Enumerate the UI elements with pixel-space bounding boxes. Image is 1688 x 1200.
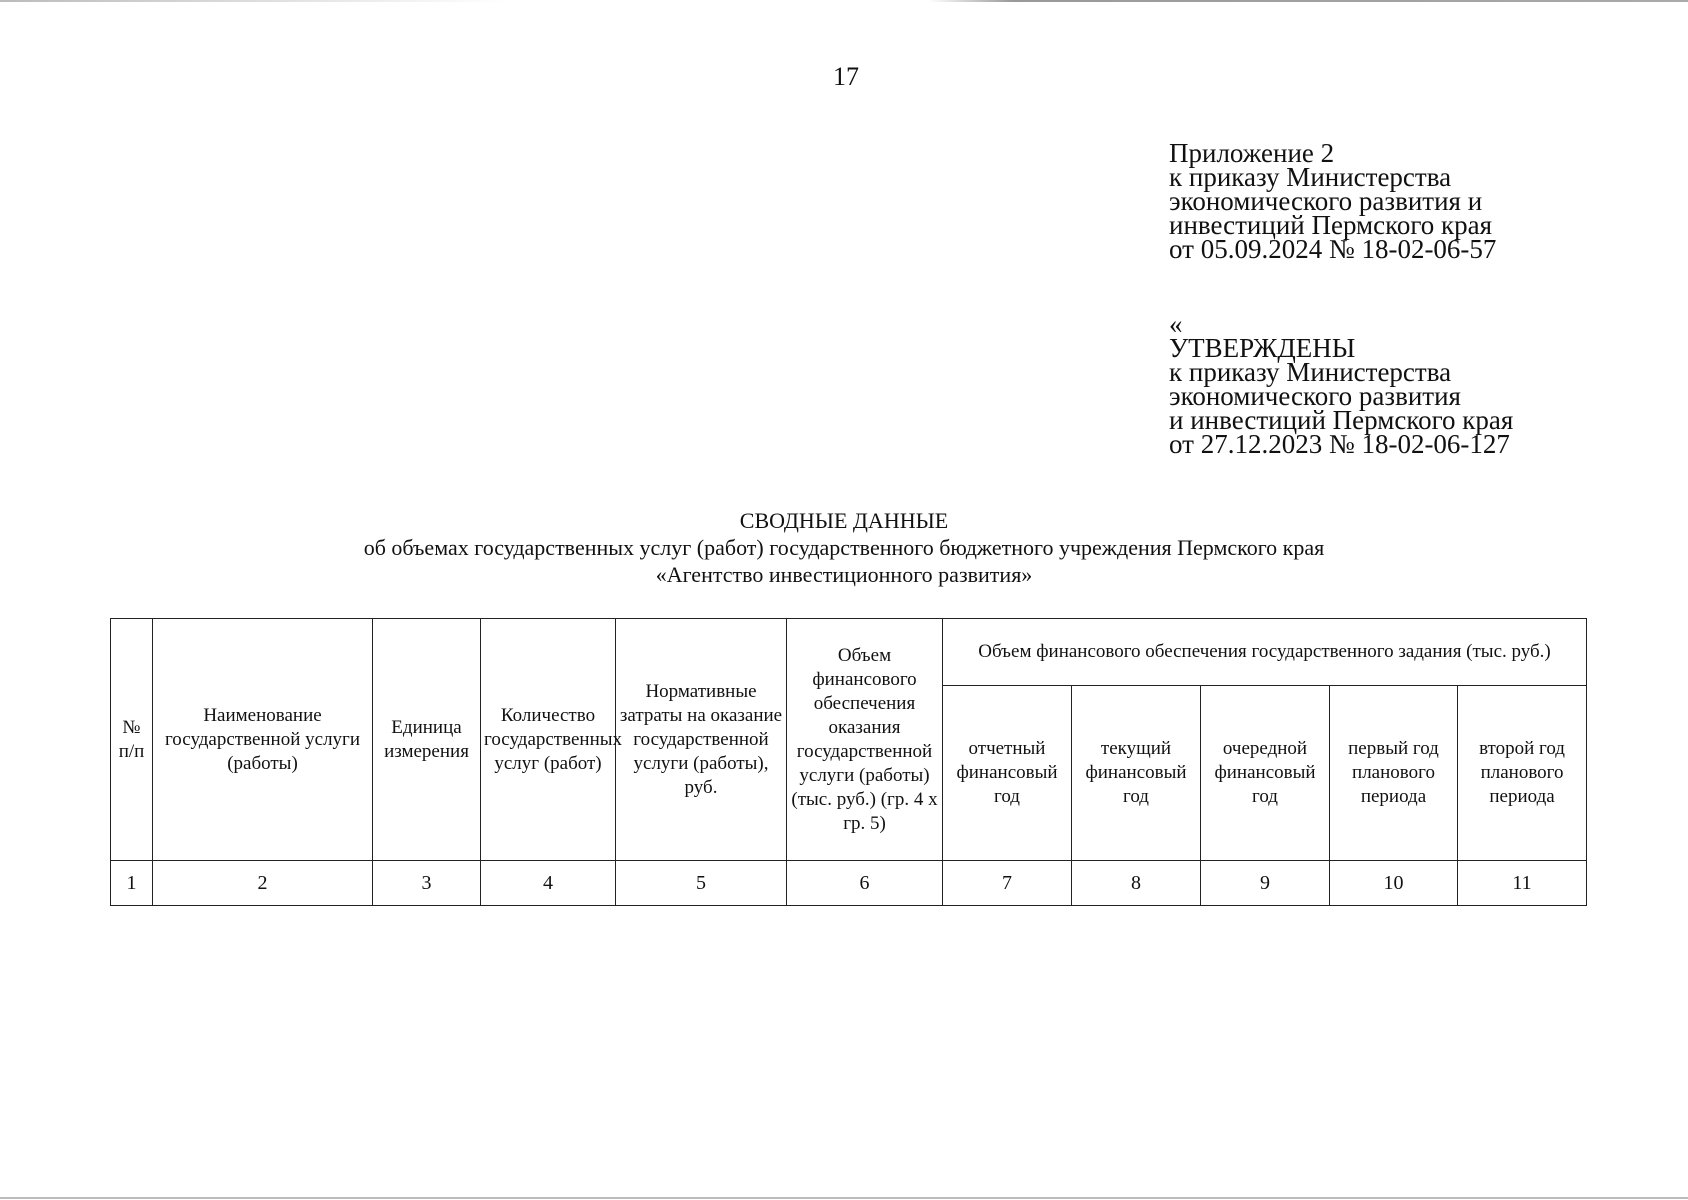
approved-block <box>1169 309 1514 459</box>
document-title <box>200 507 1488 588</box>
column-number: 4 <box>481 861 616 906</box>
header-next-year: очередной финансовый год <box>1201 686 1330 861</box>
approved-line: к приказу Министерства <box>1169 357 1452 387</box>
appendix-line: от 05.09.2024 № 18-02-06-57 <box>1169 234 1497 264</box>
appendix-line: Приложение 2 <box>1169 138 1335 168</box>
header-financing-volume: Объем финансового обеспечения оказания государственной услуги (работы) (тыс. руб.) (гр. 4 x гр. 5) <box>787 619 943 861</box>
column-number: 5 <box>616 861 787 906</box>
appendix-block <box>1169 138 1497 264</box>
approved-line: от 27.12.2023 № 18-02-06-127 <box>1169 429 1510 459</box>
approved-line: УТВЕРЖДЕНЫ <box>1169 333 1356 363</box>
column-number: 10 <box>1330 861 1458 906</box>
appendix-line: экономического развития и <box>1169 186 1483 216</box>
column-number: 2 <box>153 861 373 906</box>
page-number: 17 <box>833 62 859 91</box>
summary-table <box>110 618 1587 906</box>
header-financing-group: Объем финансового обеспечения государственного задания (тыс. руб.) <box>943 619 1587 686</box>
column-number: 1 <box>111 861 153 906</box>
column-numbers-row <box>111 861 1587 906</box>
column-number: 8 <box>1072 861 1201 906</box>
header-number: № п/п <box>111 619 153 861</box>
approved-line: и инвестиций Пермского края <box>1169 405 1514 435</box>
column-number: 7 <box>943 861 1072 906</box>
column-number: 3 <box>373 861 481 906</box>
header-first-plan-year: первый год планового периода <box>1330 686 1458 861</box>
header-reporting-year: отчетный финансовый год <box>943 686 1072 861</box>
header-second-plan-year: второй год планового периода <box>1458 686 1587 861</box>
header-current-year: текущий финансовый год <box>1072 686 1201 861</box>
header-quantity: Количество государственных услуг (работ) <box>481 619 616 861</box>
title-subtitle: об объемах государственных услуг (работ) государственного бюджетного учреждения Пермского края <box>363 535 1325 560</box>
approved-line: « <box>1169 309 1183 339</box>
header-service-name: Наименование государственной услуги (работы) <box>153 619 373 861</box>
title-organization: «Агентство инвестиционного развития» <box>655 562 1033 587</box>
column-number: 9 <box>1201 861 1330 906</box>
approved-line: экономического развития <box>1169 381 1461 411</box>
scan-edge-bottom <box>0 1197 1688 1199</box>
column-number: 11 <box>1458 861 1587 906</box>
appendix-line: инвестиций Пермского края <box>1169 210 1493 240</box>
header-row-group <box>111 619 1587 686</box>
appendix-line: к приказу Министерства <box>1169 162 1452 192</box>
column-number: 6 <box>787 861 943 906</box>
header-normative-costs: Нормативные затраты на оказание государственной услуги (работы), руб. <box>616 619 787 861</box>
scan-edge-top <box>0 0 1688 2</box>
title-heading: СВОДНЫЕ ДАННЫЕ <box>739 508 949 533</box>
header-unit: Единица измерения <box>373 619 481 861</box>
